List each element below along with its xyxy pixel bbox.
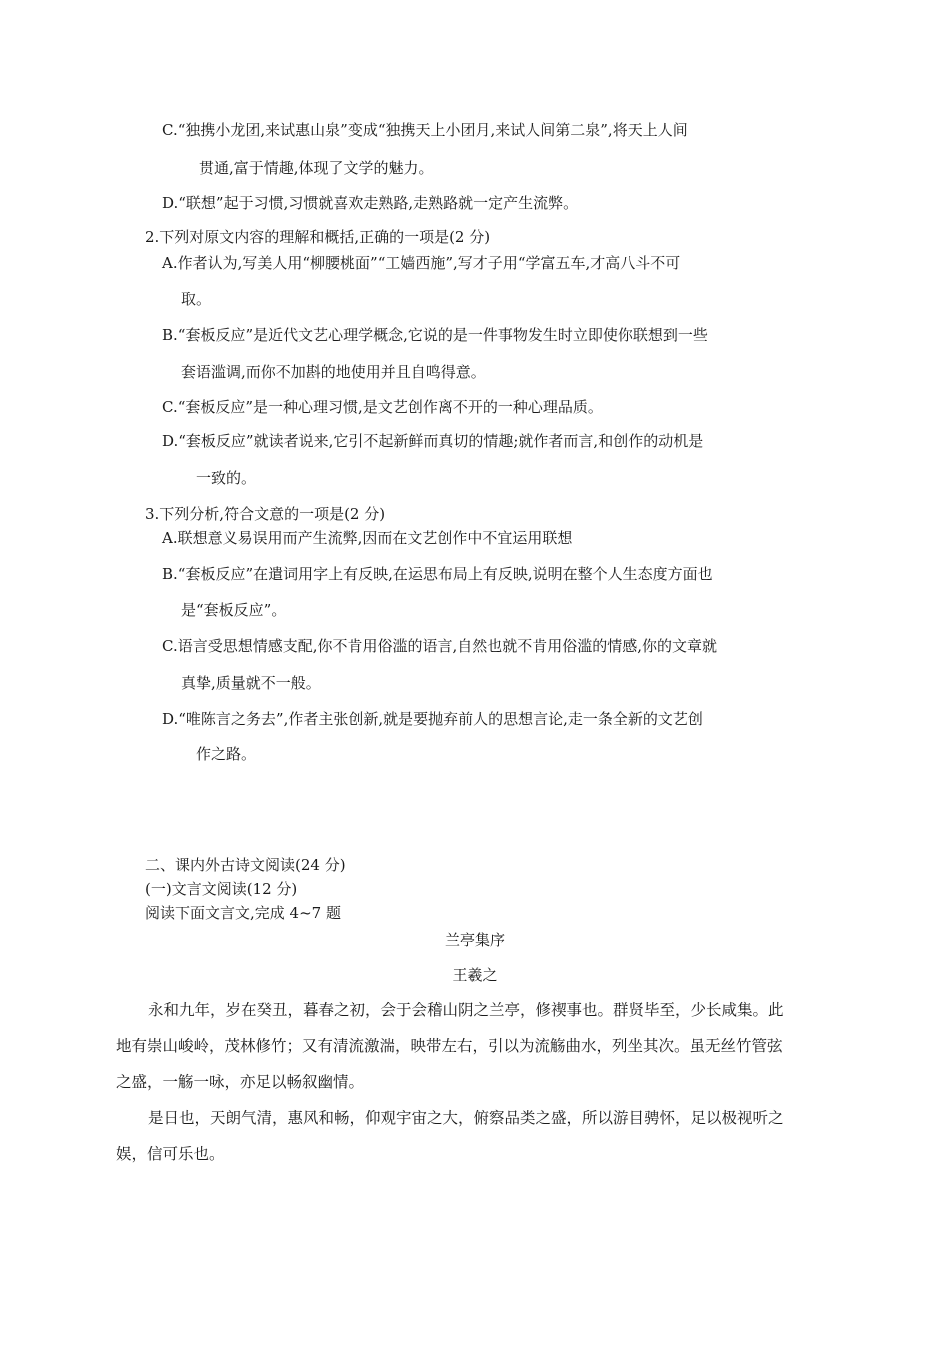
q2-option-d-line2: 一致的。 xyxy=(196,469,257,487)
q3-stem: 3.下列分析,符合文意的一项是(2 分) xyxy=(145,505,386,523)
passage-title: 兰亭集序 xyxy=(444,931,505,949)
passage-author: 王羲之 xyxy=(452,966,498,984)
q2-option-b-line2: 套语滥调,而你不加斟的地使用并且自鸣得意。 xyxy=(181,363,486,381)
passage-p1-line2: 地有崇山峻岭，茂林修竹；又有清流激湍，映带左右，引以为流觞曲水，列坐其次。虽无丝竹管弦 xyxy=(116,1037,783,1055)
q3-option-a: A.联想意义易误用而产生流弊,因而在文艺创作中不宜运用联想 xyxy=(162,529,573,547)
q3-option-b-line2: 是“套板反应”。 xyxy=(181,601,287,619)
q3-option-d-line2: 作之路。 xyxy=(196,745,257,763)
passage-p1-line1: 永和九年，岁在癸丑，暮春之初，会于会稽山阴之兰亭，修禊事也。群贤毕至，少长咸集。此 xyxy=(148,1001,784,1019)
section2-heading: 二、课内外古诗文阅读(24 分) xyxy=(145,856,346,874)
q3-option-c-line2: 真挚,质量就不一般。 xyxy=(181,674,321,692)
q1-option-c-line2: 贯通,富于情趣,体现了文学的魅力。 xyxy=(199,159,434,177)
section2-subheading: (一)文言文阅读(12 分) xyxy=(145,880,298,898)
q2-option-b-line1: B.“套板反应”是近代文艺心理学概念,它说的是一件事物发生时立即使你联想到一些 xyxy=(162,326,708,344)
q3-option-d-line1: D.“唯陈言之务去”,作者主张创新,就是要抛弃前人的思想言论,走一条全新的文艺创 xyxy=(162,710,703,728)
q1-option-d: D.“联想”起于习惯,习惯就喜欢走熟路,走熟路就一定产生流弊。 xyxy=(162,194,579,212)
passage-p2-line1: 是日也，天朗气清，惠风和畅，仰观宇宙之大，俯察品类之盛，所以游目骋怀，足以极视听之 xyxy=(148,1109,784,1127)
q2-stem: 2.下列对原文内容的理解和概括,正确的一项是(2 分) xyxy=(145,228,491,246)
section2-instruction: 阅读下面文言文,完成 4~7 题 xyxy=(145,904,341,922)
q3-option-b-line1: B.“套板反应”在遣词用字上有反映,在运思布局上有反映,说明在整个人生态度方面也 xyxy=(162,565,713,583)
passage-p1-line3: 之盛，一觞一咏，亦足以畅叙幽情。 xyxy=(116,1073,365,1091)
q2-option-d-line1: D.“套板反应”就读者说来,它引不起新鲜而真切的情趣;就作者而言,和创作的动机是 xyxy=(162,432,704,450)
q2-option-c: C.“套板反应”是一种心理习惯,是文艺创作离不开的一种心理品质。 xyxy=(162,398,603,416)
passage-p2-line2: 娱，信可乐也。 xyxy=(116,1145,225,1163)
q3-option-c-line1: C.语言受思想情感支配,你不肯用俗滥的语言,自然也就不肯用俗滥的情感,你的文章就 xyxy=(162,637,718,655)
q2-option-a-line1: A.作者认为,写美人用“柳腰桃面”“工嫱西施”,写才子用“学富五车,才高八斗不可 xyxy=(162,254,681,272)
q2-option-a-line2: 取。 xyxy=(181,290,212,308)
q1-option-c-line1: C.“独携小龙团,来试惠山泉”变成“独携天上小团月,来试人间第二泉”,将天上人间 xyxy=(162,121,688,139)
